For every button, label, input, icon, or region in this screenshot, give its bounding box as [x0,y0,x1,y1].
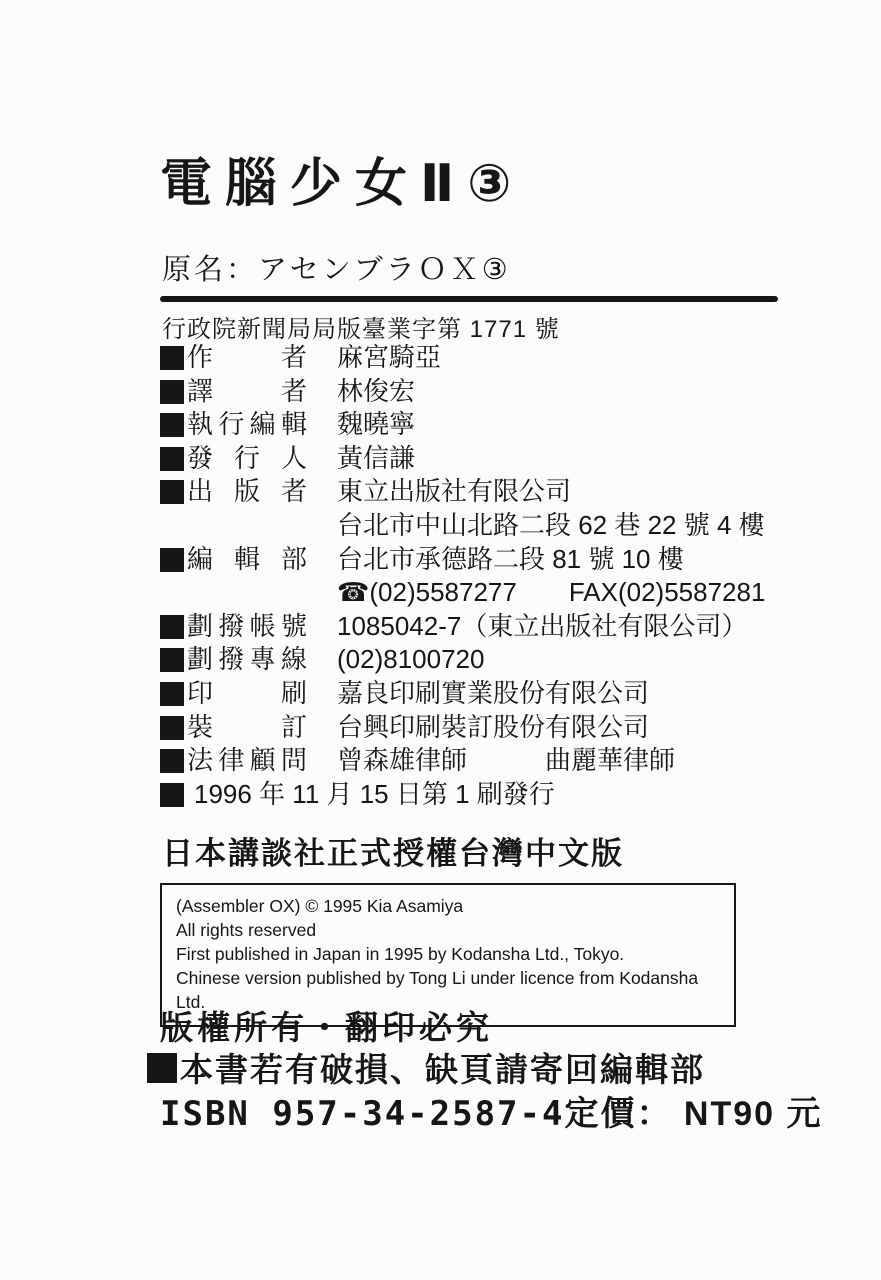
price: 定價： NT90 元 [564,1095,823,1133]
row-value: 林俊宏 [337,375,416,406]
row-value: 東立出版社有限公司 [337,476,572,507]
row-value: 麻宮騎亞 [337,342,442,372]
row-label: 出版者 [187,476,307,507]
row-value: 台興印刷裝訂股份有限公司 [337,711,650,742]
row-label: 譯者 [187,375,307,406]
bullet-square-icon [147,1053,177,1083]
row-printer [160,677,820,711]
isbn: ISBN 957-34-2587-4 [160,1094,565,1134]
bullet-square-icon [160,783,184,807]
bullet-square-icon [160,682,184,706]
original-title: 原名：アセンブラＯＸ③ [162,254,511,286]
row-label: 印刷 [187,677,307,708]
bullet-square-icon [160,548,184,572]
row-value: (02)8100720 [337,644,485,675]
row-value: 嘉良印刷實業股份有限公司 [337,677,650,708]
registration-number: 行政院新聞局局版臺業字第 1771 號 [162,316,560,343]
license-box-line: All rights reserved [176,920,317,940]
row-value: 魏曉寧 [337,409,416,440]
row-label: 發行人 [187,442,307,473]
bullet-square-icon [160,615,184,639]
return-notice: 本書若有破損、缺頁請寄回編輯部 [180,1051,705,1088]
row-value: 黃信謙 [337,442,416,473]
row-label: 劃撥帳號 [187,610,307,641]
bullet-square-icon [160,413,184,437]
bullet-square-icon [160,346,184,370]
bullet-square-icon [160,648,184,672]
divider-rule [160,296,778,302]
book-title: 電腦少女Ⅱ③ [160,155,525,213]
row-author [160,341,820,375]
bullet-square-icon [160,380,184,404]
row-postal-hotline [160,643,820,677]
license-box-line: (Assembler OX) © 1995 Kia Asamiya [176,896,464,916]
bullet-square-icon [160,749,184,773]
license-box-line: First published in Japan in 1995 by Kodansha Ltd., Tokyo. [176,944,625,964]
row-postal-account [160,610,820,644]
row-value-phone-fax: ☎(02)5587277 FAX(02)5587281 [337,577,766,608]
row-legal-advisors [160,744,820,778]
row-label: 裝訂 [187,711,307,742]
row-value: 台北市中山北路二段 62 巷 22 號 4 樓 [337,509,765,540]
row-print-date [160,778,820,812]
row-editorial-dept [160,543,820,610]
return-notice-row [147,1044,705,1091]
row-value: 台北市承德路二段 81 號 10 樓 [337,543,684,574]
row-label: 執行編輯 [187,409,307,440]
row-bindery [160,711,820,745]
rights-notice: 版權所有・翻印必究 [160,1009,493,1046]
bullet-square-icon [160,447,184,471]
row-label: 編輯部 [187,543,307,574]
colophon-table [160,341,820,811]
row-publisher [160,475,820,542]
row-value: 1085042-7（東立出版社有限公司） [337,610,748,641]
bullet-square-icon [160,480,184,504]
isbn-price-row [160,1086,823,1135]
row-translator [160,375,820,409]
row-label: 法律顧問 [187,745,307,776]
license-statement: 日本講談社正式授權台灣中文版 [162,836,624,871]
row-issuer [160,442,820,476]
row-label: 作者 [187,342,307,372]
row-executive-editor [160,408,820,442]
print-date: 1996 年 11 月 15 日第 1 刷發行 [194,778,555,809]
row-value: 曾森雄律師 曲麗華律師 [337,745,676,776]
row-label: 劃撥專線 [187,644,307,675]
license-box-line: Chinese version published by Tong Li under licence from Kodansha Ltd. [176,968,699,1012]
bullet-square-icon [160,716,184,740]
